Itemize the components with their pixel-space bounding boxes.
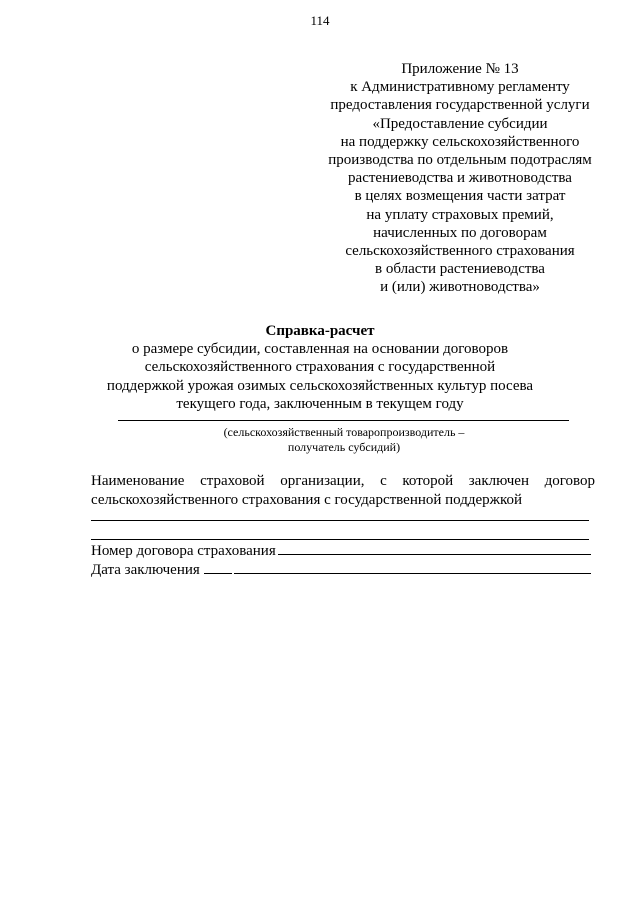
document-title: Справка-расчет <box>265 323 375 339</box>
contract-number-field <box>91 541 591 560</box>
insurer-fill-line[interactable] <box>91 520 589 521</box>
appendix-line: в целях возмещения части затрат <box>354 188 566 205</box>
producer-caption-line: получатель субсидий) <box>287 440 401 454</box>
insurer-text-line: Наименование страховой организации, с которой заключен договор <box>91 473 595 489</box>
appendix-line: начисленных по договорам <box>373 224 547 241</box>
appendix-header <box>300 60 620 297</box>
producer-caption-line: (сельскохозяйственный товаропроизводитель – <box>223 425 465 439</box>
conclusion-date-field <box>91 560 591 579</box>
appendix-line: на поддержку сельскохозяйственного <box>340 133 580 150</box>
document-subtitle-line: текущего года, заключенным в текущем году <box>176 395 464 412</box>
producer-fill-line[interactable] <box>118 420 569 421</box>
document-title-block <box>80 322 560 413</box>
contract-number-label: Номер договора страхования <box>91 543 276 559</box>
appendix-line: на уплату страховых премий, <box>366 206 554 223</box>
appendix-line: «Предоставление субсидии <box>372 115 548 132</box>
appendix-line: Приложение № 13 <box>401 61 519 77</box>
appendix-line: к Административному регламенту <box>350 79 570 96</box>
document-subtitle-line: сельскохозяйственного страхования с государственной <box>144 359 496 376</box>
page-number: 114 <box>310 13 330 28</box>
insurer-fill-line[interactable] <box>91 539 589 540</box>
insurer-text-line: сельскохозяйственного страхования с государственной поддержкой <box>91 492 523 508</box>
appendix-line: сельскохозяйственного страхования <box>345 243 575 260</box>
appendix-line: в области растениеводства <box>375 261 545 278</box>
document-subtitle-line: поддержкой урожая озимых сельскохозяйственных культур посева <box>106 377 534 394</box>
appendix-line: и (или) животноводства» <box>380 279 540 296</box>
insurer-paragraph <box>91 472 595 510</box>
document-subtitle-line: о размере субсидии, составленная на основании договоров <box>131 341 509 358</box>
appendix-line: растениеводства и животноводства <box>348 170 572 187</box>
contract-number-fill-line[interactable] <box>278 541 591 555</box>
conclusion-date-fill-line[interactable] <box>234 560 591 574</box>
conclusion-day-fill-line[interactable] <box>204 560 232 574</box>
conclusion-date-label: Дата заключения <box>91 562 200 578</box>
appendix-line: предоставления государственной услуги <box>330 97 590 114</box>
producer-caption <box>140 425 548 455</box>
appendix-line: производства по отдельным подотраслям <box>328 152 592 169</box>
